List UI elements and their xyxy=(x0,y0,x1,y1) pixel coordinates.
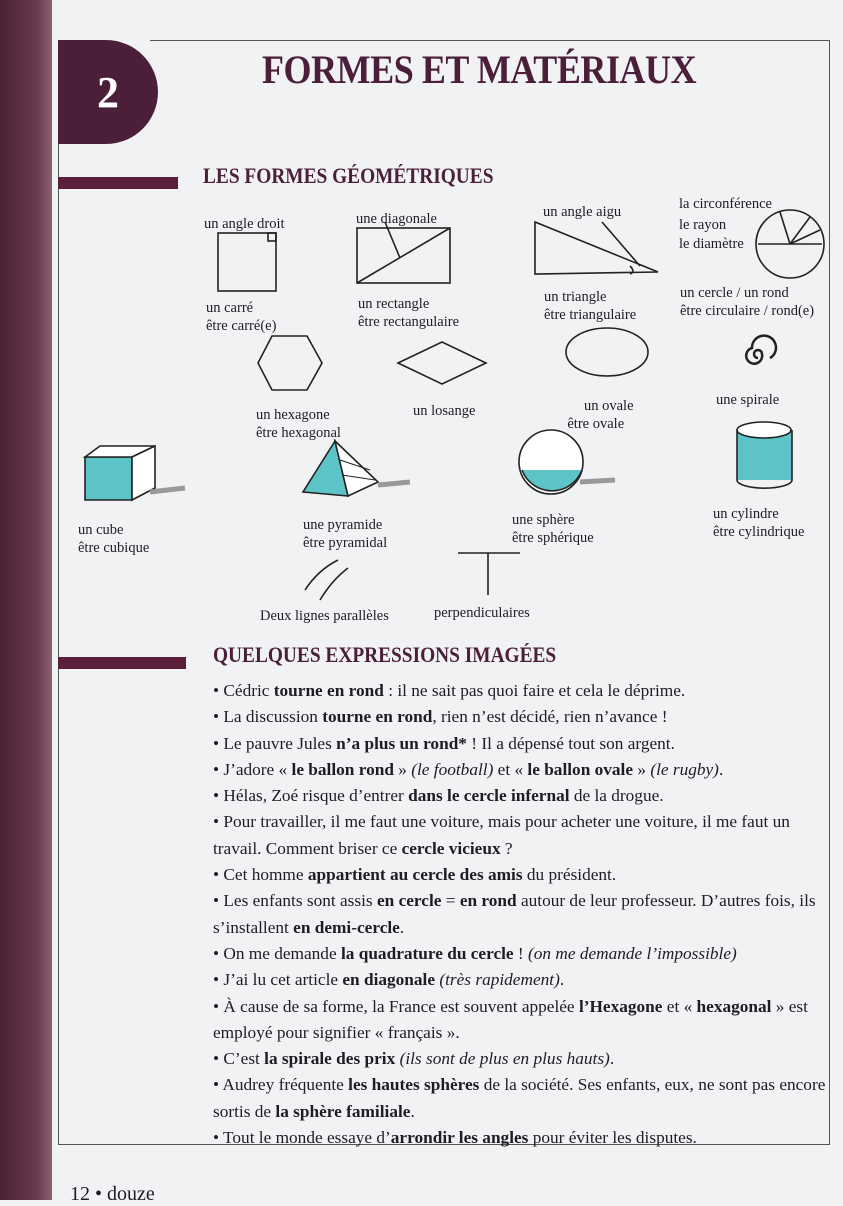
pyramid-shape xyxy=(303,441,410,496)
label-cercle xyxy=(680,284,814,320)
expression-text: • C’est xyxy=(213,1049,265,1069)
expression-text: • Tout le monde essaye d’ xyxy=(213,1128,391,1148)
expression-item xyxy=(213,704,833,730)
section-title-expressions: QUELQUES EXPRESSIONS IMAGÉES xyxy=(213,642,557,667)
expression-text: • Cet homme xyxy=(213,865,308,885)
expression-highlight: dans le cercle infernal xyxy=(408,786,570,806)
label-spirale: une spirale xyxy=(716,392,780,408)
label-angle-aigu: un angle aigu xyxy=(543,204,622,220)
expression-gloss: (le football) xyxy=(411,759,494,779)
expression-item xyxy=(213,678,833,704)
expression-text: = xyxy=(441,891,460,911)
expression-highlight: arrondir les angles xyxy=(390,1128,529,1148)
expressions-list xyxy=(213,678,833,1151)
label-rectangle xyxy=(358,295,459,331)
expression-gloss: (le rugby) xyxy=(650,759,719,779)
expression-text: • J’ai lu cet article xyxy=(213,970,343,990)
label-noun: un cylindre xyxy=(713,506,779,522)
label-perpendiculaires: perpendiculaires xyxy=(434,605,530,621)
right-angle-mark xyxy=(268,233,276,241)
expression-highlight: n’a plus un rond* xyxy=(336,733,467,753)
expression-text: ! Il a dépensé tout son argent. xyxy=(466,733,675,753)
expression-item xyxy=(213,757,833,783)
label-losange: un losange xyxy=(413,403,476,419)
parallel-lines xyxy=(305,560,348,600)
expression-text: • Audrey fréquente xyxy=(213,1075,349,1095)
expression-text: et « xyxy=(662,996,697,1016)
cube-shape xyxy=(85,446,185,500)
hexagon-shape xyxy=(258,336,322,390)
page-title: FORMES ET MATÉRIAUX xyxy=(262,47,697,92)
label-rayon: le rayon xyxy=(679,217,727,233)
expression-highlight: en diagonale xyxy=(342,970,436,990)
label-noun: une sphère xyxy=(512,512,575,528)
expression-highlight: la quadrature du cercle xyxy=(340,943,514,963)
label-cube xyxy=(78,521,149,557)
label-diagonale: une diagonale xyxy=(356,211,437,227)
expression-text: pour éviter les disputes. xyxy=(528,1128,697,1148)
label-adjective: être cubique xyxy=(78,540,150,556)
expression-item xyxy=(213,862,833,888)
label-cylindre xyxy=(713,505,804,541)
expression-item xyxy=(213,941,833,967)
expression-highlight: en demi-cercle xyxy=(293,917,400,937)
expression-highlight: le ballon rond xyxy=(291,759,394,779)
label-noun: un rectangle xyxy=(358,296,430,312)
label-adjective: être hexagonal xyxy=(256,425,341,441)
sphere-shape xyxy=(519,430,615,494)
label-paralleles: Deux lignes parallèles xyxy=(260,608,389,624)
expression-gloss: (ils sont de plus en plus hauts) xyxy=(399,1049,610,1069)
label-ovale xyxy=(558,397,634,433)
expression-highlight: les hautes sphères xyxy=(348,1075,480,1095)
expression-text: ! xyxy=(513,943,529,963)
expression-text: autour de leur professeur. D’autres fois, ils s’installent xyxy=(213,891,816,937)
label-carre xyxy=(206,299,276,335)
expression-highlight: appartient au cercle des amis xyxy=(307,865,523,885)
cylinder-shape xyxy=(737,422,792,488)
label-adjective: être triangulaire xyxy=(544,307,637,323)
rhombus-shape xyxy=(398,342,486,384)
perpendicular-lines xyxy=(458,553,520,595)
label-adjective: être sphérique xyxy=(512,530,594,546)
expression-highlight: hexagonal xyxy=(696,996,772,1016)
expression-highlight: la sphère familiale xyxy=(275,1101,411,1121)
expression-highlight: en cercle xyxy=(376,891,442,911)
label-adjective: être rectangulaire xyxy=(358,314,460,330)
expression-text: et « xyxy=(493,759,528,779)
expression-gloss: (on me demande l’impossible) xyxy=(528,943,737,963)
oval-shape xyxy=(566,328,648,376)
label-adjective: être cylindrique xyxy=(713,524,805,540)
expression-text: . xyxy=(399,917,405,937)
expression-highlight: cercle vicieux xyxy=(401,838,501,858)
chapter-number: 2 xyxy=(58,40,158,144)
expression-item xyxy=(213,809,833,862)
label-adjective: être ovale xyxy=(567,416,625,432)
expression-text: , rien n’est décidé, rien n’avance ! xyxy=(432,707,668,727)
label-angle-droit: un angle droit xyxy=(204,216,285,232)
expression-text: . xyxy=(718,759,724,779)
expression-text: • On me demande xyxy=(213,943,341,963)
expression-highlight: en rond xyxy=(459,891,517,911)
expression-highlight: le ballon ovale xyxy=(527,759,634,779)
expression-text: • Les enfants sont assis xyxy=(213,891,377,911)
expression-text: de la drogue. xyxy=(569,786,664,806)
expression-highlight: tourne en rond xyxy=(322,707,433,727)
expression-text: • La discussion xyxy=(213,707,323,727)
label-noun: un hexagone xyxy=(256,407,330,423)
expression-item xyxy=(213,967,833,993)
label-adjective: être carré(e) xyxy=(206,318,277,334)
spiral-shape xyxy=(746,336,776,364)
expression-text: • J’adore « xyxy=(213,759,292,779)
label-noun: un triangle xyxy=(544,289,607,305)
expression-text: • Hélas, Zoé risque d’entrer xyxy=(213,786,409,806)
expression-text: ? xyxy=(500,838,513,858)
expression-text: . xyxy=(410,1101,415,1121)
label-adjective: être pyramidal xyxy=(303,535,388,551)
label-sphere xyxy=(512,511,594,547)
label-diametre: le diamètre xyxy=(679,236,744,252)
expression-highlight: l’Hexagone xyxy=(578,996,663,1016)
expression-text: . xyxy=(609,1049,615,1069)
label-noun: un cercle / un rond xyxy=(680,285,789,301)
expression-item xyxy=(213,888,833,941)
label-adjective: être circulaire / rond(e) xyxy=(680,303,815,319)
expression-highlight: la spirale des prix xyxy=(264,1049,396,1069)
label-hexagone xyxy=(256,406,341,442)
label-pyramide xyxy=(303,516,387,552)
label-noun: un ovale xyxy=(584,398,634,414)
expression-text: » xyxy=(393,759,412,779)
expression-text: » est employé pour signifier « français ». xyxy=(213,996,808,1042)
expression-item xyxy=(213,994,833,1047)
expression-text: de la société. Ses enfants, eux, ne sont pas encore sortis de xyxy=(213,1075,826,1121)
label-triangle xyxy=(544,288,636,324)
expression-item xyxy=(213,1046,833,1072)
section-title-formes: LES FORMES GÉOMÉTRIQUES xyxy=(203,163,494,188)
expression-highlight: tourne en rond xyxy=(273,681,384,700)
expression-text: : il ne sait pas quoi faire et cela le déprime. xyxy=(383,681,686,700)
expression-item xyxy=(213,783,833,809)
expression-text: . xyxy=(559,970,565,990)
page-number: 12 • douze xyxy=(70,1183,155,1205)
label-noun: une pyramide xyxy=(303,517,383,533)
expression-item xyxy=(213,1125,833,1151)
expression-text: • À cause de sa forme, la France est souvent appelée xyxy=(213,996,579,1016)
expression-text: • Cédric xyxy=(213,681,274,700)
expression-text: • Le pauvre Jules xyxy=(213,733,337,753)
label-noun: un cube xyxy=(78,522,124,538)
section-bar xyxy=(58,657,186,669)
expression-text: • Pour travailler, il me faut une voiture, mais pour acheter une voiture, il me faut un travail. Comment briser ce xyxy=(213,812,790,858)
expression-text: » xyxy=(633,759,651,779)
label-noun: un carré xyxy=(206,300,254,316)
expression-gloss: (très rapidement) xyxy=(439,970,560,990)
expression-text: du président. xyxy=(522,865,617,885)
expression-item xyxy=(213,731,833,757)
expression-item xyxy=(213,1072,833,1125)
label-circonference: la circonférence xyxy=(679,196,772,212)
